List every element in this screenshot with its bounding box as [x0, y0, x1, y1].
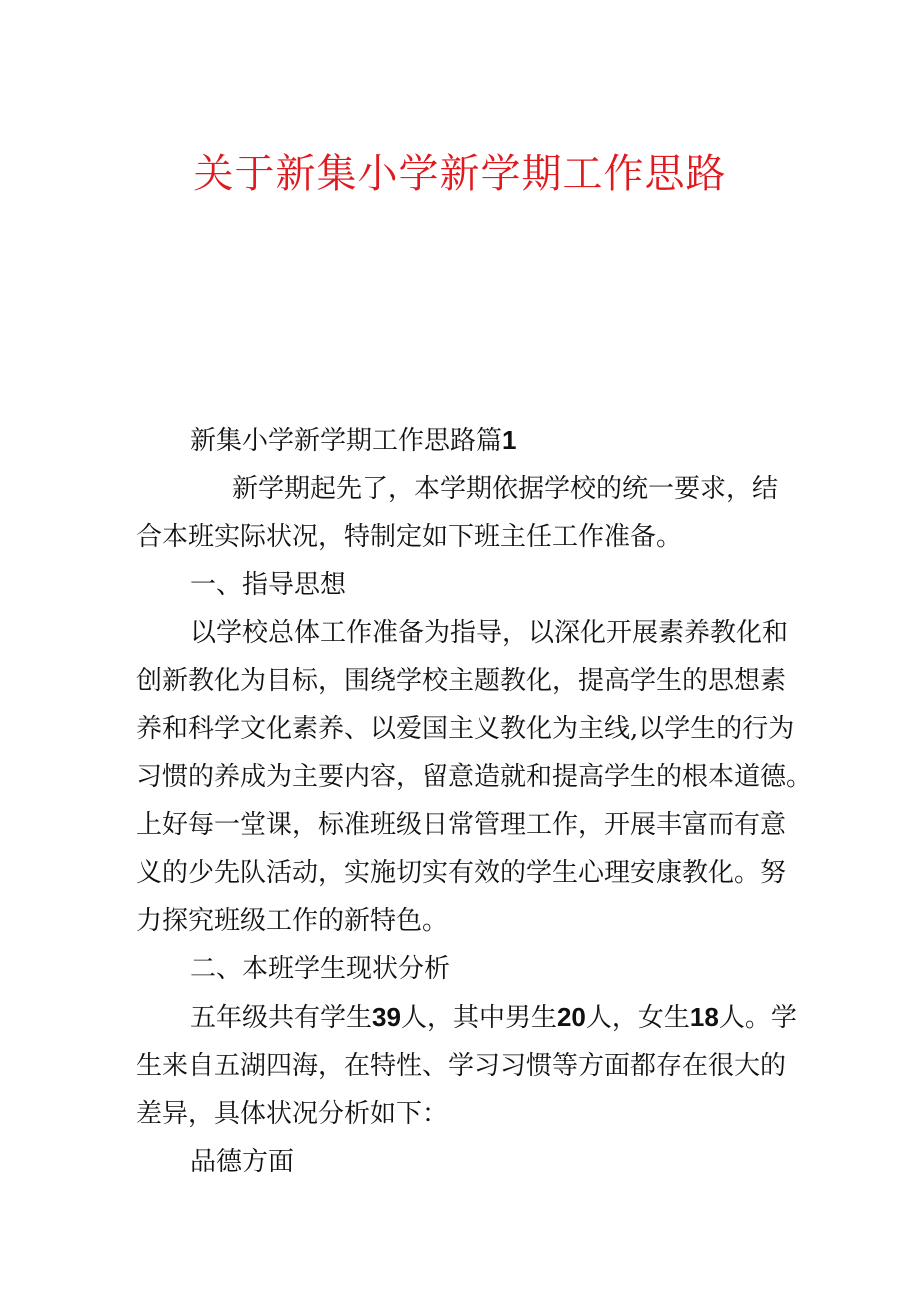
analysis-text-1: 五年级共有学生 — [190, 1003, 373, 1033]
guiding-line-6: 义的少先队活动，实施切实有效的学生心理安康教化。努 — [136, 858, 787, 888]
heading-student-analysis: 二、本班学生现状分析 — [190, 954, 451, 984]
subheading-morality: 品德方面 — [190, 1147, 295, 1177]
intro-line-2: 合本班实际状况，特制定如下班主任工作准备。 — [136, 522, 683, 552]
analysis-text-4: 人。学 — [718, 1003, 797, 1033]
guiding-line-1: 以学校总体工作准备为指导，以深化开展素养教化和 — [190, 618, 789, 648]
document-title: 关于新集小学新学期工作思路 — [193, 151, 727, 197]
section-heading — [136, 416, 796, 465]
guiding-line-4: 习惯的养成为主要内容，留意造就和提高学生的根本道德。 — [136, 762, 813, 792]
guiding-line-5: 上好每一堂课，标准班级日常管理工作，开展丰富而有意 — [136, 810, 787, 840]
analysis-text-3: 人，女生 — [585, 1003, 690, 1033]
total-students: 39 — [372, 1002, 401, 1032]
intro-line-1: 新学期起先了，本学期依据学校的统一要求，结 — [232, 474, 779, 504]
analysis-text-2: 人，其中男生 — [400, 1003, 557, 1033]
guiding-line-7: 力探究班级工作的新特色。 — [136, 906, 449, 936]
analysis-line-1 — [136, 993, 796, 1042]
section-heading-number: 1 — [502, 425, 517, 455]
guiding-line-2: 创新教化为目标，围绕学校主题教化，提高学生的思想素 — [136, 666, 787, 696]
girls-count: 18 — [689, 1002, 719, 1032]
analysis-line-3: 差异，具体状况分析如下： — [136, 1099, 449, 1129]
guiding-line-3: 养和科学文化素养、以爱国主义教化为主线,以学生的行为 — [136, 714, 795, 744]
analysis-line-2: 生来自五湖四海，在特性、学习习惯等方面都存在很大的 — [136, 1051, 787, 1081]
heading-guiding-thought: 一、指导思想 — [190, 570, 347, 600]
section-heading-text: 新集小学新学期工作思路篇 — [190, 426, 503, 456]
boys-count: 20 — [556, 1002, 586, 1032]
document-body — [136, 416, 813, 1186]
